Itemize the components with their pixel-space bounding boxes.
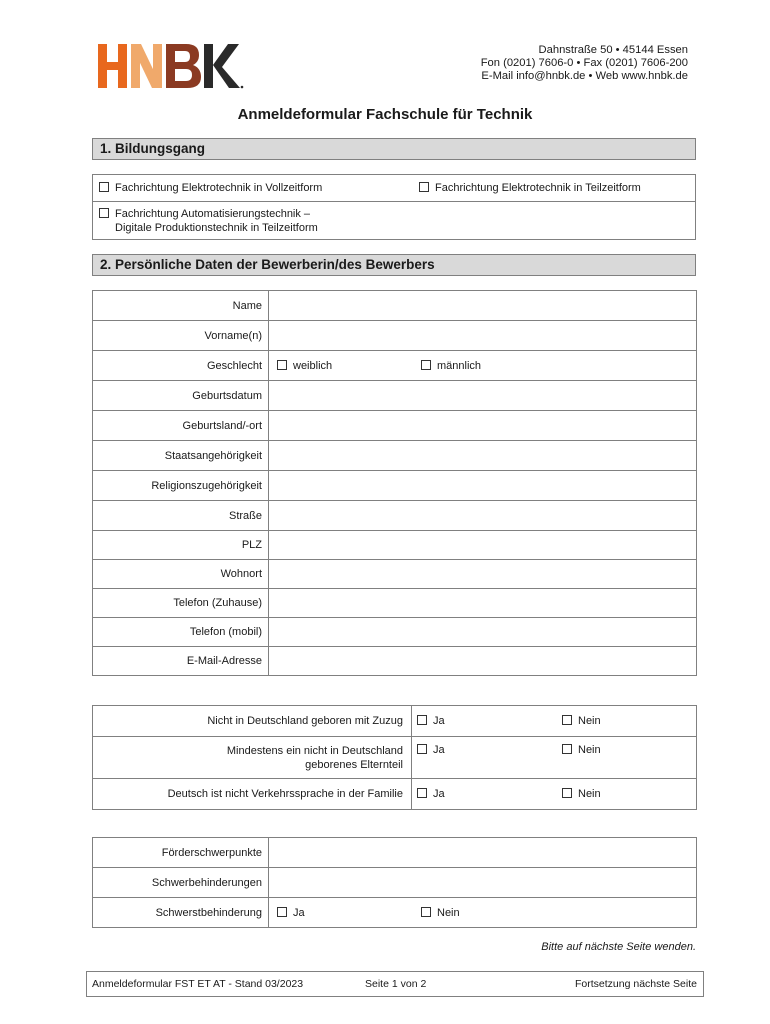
table-row (93, 898, 697, 928)
checkbox[interactable] (419, 182, 429, 192)
field-label-plz: PLZ (93, 531, 269, 560)
checkbox[interactable] (417, 744, 427, 754)
divider (93, 201, 695, 202)
table-row (93, 589, 697, 618)
checkbox[interactable] (562, 715, 572, 725)
email-web-text: E-Mail info@hnbk.de • Web www.hnbk.de (481, 70, 688, 82)
option-maennlich[interactable] (421, 360, 481, 372)
checkbox[interactable] (562, 788, 572, 798)
checkbox[interactable] (277, 907, 287, 917)
wohnort-input[interactable] (269, 560, 697, 589)
schwerbehinderungen-input[interactable] (269, 868, 697, 898)
option-label: Ja (433, 788, 445, 800)
telefon-mobil-input[interactable] (269, 618, 697, 647)
page-footer (86, 971, 704, 997)
table-row (93, 560, 697, 589)
option-ja[interactable] (277, 907, 305, 919)
zuzug-options (412, 706, 697, 737)
footer-page-number: Seite 1 von 2 (365, 978, 427, 990)
turn-page-hint: Bitte auf nächste Seite wenden. (541, 941, 696, 953)
field-label-vorname: Vorname(n) (93, 321, 269, 351)
option-automatisierungstechnik[interactable] (99, 207, 318, 235)
table-row (93, 351, 697, 381)
option-elektrotechnik-vollzeit[interactable] (99, 182, 322, 194)
field-label-name: Name (93, 291, 269, 321)
phone-fax-text: Fon (0201) 7606-0 • Fax (0201) 7606-200 (480, 57, 688, 69)
geburtsdatum-input[interactable] (269, 381, 697, 411)
table-row (93, 291, 697, 321)
schwerstbehinderung-options (269, 898, 697, 928)
option-label: weiblich (293, 360, 333, 372)
verkehrssprache-options (412, 779, 697, 810)
checkbox[interactable] (562, 744, 572, 754)
address-text: Dahnstraße 50 • 45144 Essen (538, 44, 688, 56)
table-row (93, 838, 697, 868)
table-row (93, 868, 697, 898)
staatsangehoerigkeit-input[interactable] (269, 441, 697, 471)
field-label-email: E-Mail-Adresse (93, 647, 269, 676)
question-line: geborenes Elternteil (305, 758, 403, 771)
field-label-geburtsland: Geburtsland/-ort (93, 411, 269, 441)
option-ja[interactable] (417, 788, 445, 800)
option-label: Fachrichtung Elektrotechnik in Teilzeitform (435, 182, 641, 194)
page-title: Anmeldeformular Fachschule für Technik (237, 106, 533, 123)
table-row (93, 706, 697, 737)
option-label: Nein (578, 788, 601, 800)
option-label: Digitale Produktionstechnik in Teilzeitform (115, 222, 318, 234)
table-row (93, 618, 697, 647)
table-row (93, 779, 697, 810)
support-table (92, 837, 697, 928)
footer-continuation: Fortsetzung nächste Seite (575, 978, 697, 990)
plz-input[interactable] (269, 531, 697, 560)
geburtsland-input[interactable] (269, 411, 697, 441)
table-row (93, 411, 697, 441)
section-persoenliche-daten-heading: 2. Persönliche Daten der Bewerberin/des Bewerbers (92, 254, 696, 276)
bildungsgang-options (92, 174, 696, 240)
geschlecht-options (269, 351, 697, 381)
religion-input[interactable] (269, 471, 697, 501)
table-row (93, 471, 697, 501)
question-elternteil (93, 737, 412, 779)
checkbox[interactable] (99, 182, 109, 192)
option-nein[interactable] (562, 744, 601, 756)
hnbk-logo (98, 40, 244, 92)
checkbox[interactable] (421, 360, 431, 370)
field-label-wohnort: Wohnort (93, 560, 269, 589)
field-label-telefon-mobil: Telefon (mobil) (93, 618, 269, 647)
checkbox[interactable] (417, 788, 427, 798)
field-label-geschlecht: Geschlecht (93, 351, 269, 381)
option-ja[interactable] (417, 744, 445, 756)
field-label-schwerstbehinderung: Schwerstbehinderung (93, 898, 269, 928)
question-verkehrssprache: Deutsch ist nicht Verkehrssprache in der Familie (93, 779, 412, 810)
field-label-schwerbehinderungen: Schwerbehinderungen (93, 868, 269, 898)
section-bildungsgang-heading: 1. Bildungsgang (92, 138, 696, 160)
personal-data-table (92, 290, 697, 676)
option-weiblich[interactable] (277, 360, 332, 372)
field-label-geburtsdatum: Geburtsdatum (93, 381, 269, 411)
name-input[interactable] (269, 291, 697, 321)
hnbk-logo-graphic (98, 40, 244, 92)
option-label: Nein (437, 907, 460, 919)
telefon-zuhause-input[interactable] (269, 589, 697, 618)
table-row (93, 501, 697, 531)
table-row (93, 647, 697, 676)
field-label-staatsangehoerigkeit: Staatsangehörigkeit (93, 441, 269, 471)
checkbox[interactable] (421, 907, 431, 917)
table-row (93, 321, 697, 351)
option-label: Ja (433, 715, 445, 727)
option-label: Fachrichtung Automatisierungstechnik – (115, 208, 311, 220)
table-row (93, 531, 697, 560)
option-ja[interactable] (417, 715, 445, 727)
option-label: Nein (578, 715, 601, 727)
option-label: Fachrichtung Elektrotechnik in Vollzeitform (115, 182, 323, 194)
checkbox[interactable] (417, 715, 427, 725)
checkbox[interactable] (277, 360, 287, 370)
question-line: Mindestens ein nicht in Deutschland (226, 744, 403, 757)
table-row (93, 381, 697, 411)
question-zuzug: Nicht in Deutschland geboren mit Zuzug (93, 706, 412, 737)
foerderschwerpunkte-input[interactable] (269, 838, 697, 868)
email-input[interactable] (269, 647, 697, 676)
table-row (93, 737, 697, 779)
checkbox[interactable] (99, 208, 109, 218)
option-label: männlich (437, 360, 482, 372)
option-nein[interactable] (562, 715, 601, 727)
field-label-foerderschwerpunkte: Förderschwerpunkte (93, 838, 269, 868)
option-nein[interactable] (562, 788, 601, 800)
contact-block (481, 44, 688, 83)
field-label-strasse: Straße (93, 501, 269, 531)
migration-table (92, 705, 697, 810)
strasse-input[interactable] (269, 501, 697, 531)
elternteil-options (412, 737, 697, 779)
option-nein[interactable] (421, 907, 460, 919)
footer-form-version: Anmeldeformular FST ET AT - Stand 03/2023 (92, 978, 304, 990)
table-row (93, 441, 697, 471)
field-label-religion: Religionszugehörigkeit (93, 471, 269, 501)
option-elektrotechnik-teilzeit[interactable] (419, 182, 641, 194)
option-label: Ja (293, 907, 305, 919)
option-label: Nein (578, 744, 601, 756)
option-label: Ja (433, 744, 445, 756)
field-label-telefon-zuhause: Telefon (Zuhause) (93, 589, 269, 618)
vorname-input[interactable] (269, 321, 697, 351)
